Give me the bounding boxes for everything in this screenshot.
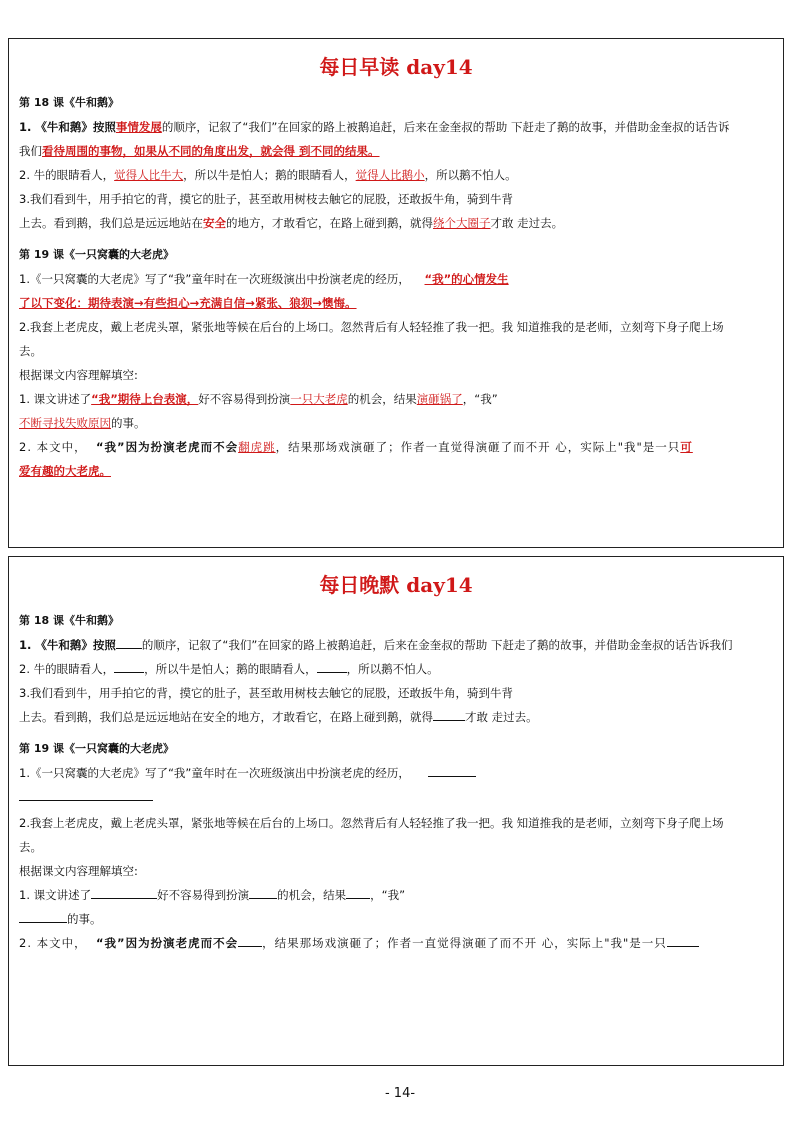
e-q1: 1. 《牛和鹅》按照 的顺序，记叙了“我们”在回家的路上被鹅追赶，后来在金奎叔的帮助 下赶走了鹅的故事，并借助金奎叔的话告诉我们 — [19, 638, 733, 652]
e-f2: 2. 本文中， “我”因为扮演老虎而不会 ，结果那场戏演砸了；作者一直觉得演砸了而不开 心，实际上"我"是一只 — [19, 931, 773, 955]
lesson-19-heading: 第 19 课《一只窝囊的大老虎》 — [19, 248, 174, 261]
blank-line[interactable] — [114, 660, 144, 673]
e-q5-line1: 2.我套上老虎皮，戴上老虎头罩，紧张地等候在后台的上场口。忽然背后有人轻轻推了我一把。我 知道推我的是老师，立刻弯下身子爬上场 — [19, 816, 724, 830]
blank-line[interactable] — [428, 764, 476, 777]
blank-line[interactable] — [91, 886, 157, 899]
blank-line[interactable] — [346, 886, 370, 899]
m-instruction: 根据课文内容理解填空: — [19, 368, 138, 382]
m-q5-line1: 2.我套上老虎皮，戴上老虎头罩，紧张地等候在后台的上场口。忽然背后有人轻轻推了我一把。我 知道推我的是老师，立刻弯下身子爬上场 — [19, 320, 724, 334]
e-f1-line1: 1. 课文讲述了 好不容易得到扮演 的机会，结果 ，“我” — [19, 888, 406, 902]
m-f2-line2 — [19, 459, 773, 483]
morning-title: 每日早读 day14 — [319, 55, 473, 79]
answer-text: 演砸锅了 — [416, 392, 463, 406]
e-q5-line2: 去。 — [19, 840, 42, 854]
morning-content — [9, 91, 783, 483]
answer-text: 可 — [680, 440, 693, 454]
e-q3-line1: 3.我们看到牛，用手拍它的背，摸它的肚子，甚至敢用树枝去触它的屁股，还敢扳牛角，骑到牛背 — [19, 686, 513, 700]
evening-content — [9, 609, 783, 955]
blank-line[interactable] — [317, 660, 347, 673]
e-q4: 1.《一只窝囊的大老虎》写了“我”童年时在一次班级演出中扮演老虎的经历， — [19, 761, 773, 785]
answer-text: 不断寻找失败原因 — [19, 416, 111, 430]
answer-text: 绕个大圈子 — [433, 216, 491, 230]
blank-line[interactable] — [433, 708, 465, 721]
lesson-19-heading: 第 19 课《一只窝囊的大老虎》 — [19, 742, 174, 755]
answer-text: 一只大老虎 — [290, 392, 348, 406]
m-q1-line1: 1. 《牛和鹅》按照事情发展的顺序，记叙了“我们”在回家的路上被鹅追赶，后来在金奎叔的帮助 下赶走了鹅的故事，并借助金奎叔的话告诉 — [19, 120, 730, 134]
answer-text: 觉得人比鹅小 — [355, 168, 425, 182]
answer-text: 翻虎跳 — [238, 440, 276, 454]
blank-line[interactable] — [116, 636, 142, 649]
answer-text: “我”期待上台表演， — [91, 392, 199, 406]
m-q4-line2 — [19, 291, 773, 315]
blank-line[interactable] — [667, 934, 699, 947]
m-f2-line1: 2. 本文中， “我”因为扮演老虎而不会翻虎跳，结果那场戏演砸了；作者一直觉得演砸了而不开 心，实际上"我"是一只可 — [19, 440, 693, 454]
blank-line[interactable] — [19, 788, 153, 801]
answer-text: 爱有趣的大老虎。 — [19, 464, 111, 478]
m-q1-line2: 我们看待周围的事物，如果从不同的角度出发，就会得 到不同的结果。 — [19, 144, 380, 158]
e-q3-line2: 上去。看到鹅，我们总是远远地站在安全的地方，才敢看它，在路上碰到鹅，就得 才敢 走过去。 — [19, 710, 538, 724]
m-f1-line2: 不断寻找失败原因的事。 — [19, 416, 146, 430]
m-f1-line1: 1. 课文讲述了“我”期待上台表演，好不容易得到扮演一只大老虎的机会，结果演砸锅了，“我” — [19, 392, 498, 406]
e-instruction: 根据课文内容理解填空: — [19, 864, 138, 878]
blank-line[interactable] — [238, 934, 262, 947]
e-q4-blank — [19, 785, 773, 811]
m-q3-line2: 上去。看到鹅，我们总是远远地站在安全的地方，才敢看它，在路上碰到鹅，就得绕个大圈子才敢 走过去。 — [19, 216, 564, 230]
m-q4-line1: 1.《一只窝囊的大老虎》写了“我”童年时在一次班级演出中扮演老虎的经历， “我”的心情发生 — [19, 272, 509, 286]
blank-line[interactable] — [19, 910, 67, 923]
morning-reading-panel — [8, 38, 784, 548]
m-q5-line2: 去。 — [19, 344, 42, 358]
answer-text: 觉得人比牛大 — [114, 168, 184, 182]
evening-dictation-panel — [8, 556, 784, 1066]
e-q2: 2. 牛的眼睛看人， ，所以牛是怕人；鹅的眼睛看人， ，所以鹅不怕人。 — [19, 662, 439, 676]
lesson-18-heading: 第 18 课《牛和鹅》 — [19, 96, 119, 109]
page-number: - 14- — [384, 1086, 416, 1101]
m-q2: 2. 牛的眼睛看人，觉得人比牛大，所以牛是怕人；鹅的眼睛看人，觉得人比鹅小，所以鹅不怕人。 — [19, 168, 517, 182]
lesson-18-heading: 第 18 课《牛和鹅》 — [19, 614, 119, 627]
answer-text: “我”的心情发生 — [424, 272, 509, 286]
blank-line[interactable] — [249, 886, 277, 899]
answer-text: 看待周围的事物，如果从不同的角度出发，就会得 到不同的结果。 — [42, 144, 380, 158]
answer-text: 事情发展 — [115, 120, 162, 134]
e-f1-line2: 的事。 — [19, 907, 773, 931]
evening-title: 每日晚默 day14 — [319, 573, 473, 597]
m-q3-line1: 3.我们看到牛，用手拍它的背，摸它的肚子，甚至敢用树枝去触它的屁股，还敢扳牛角，骑到牛背 — [19, 192, 513, 206]
answer-text: 了以下变化：期待表演→有些担心→充满自信→紧张、狼狈→懊悔。 — [19, 296, 357, 310]
